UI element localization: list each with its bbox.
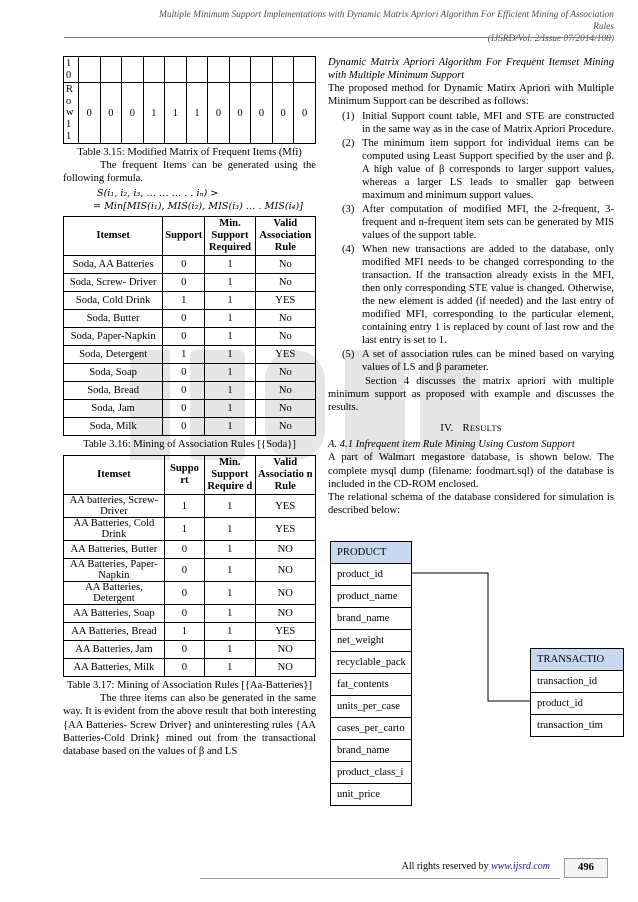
matrix-cell: 0 bbox=[79, 83, 101, 144]
header-rule bbox=[64, 37, 612, 38]
table-row bbox=[64, 659, 316, 677]
formula bbox=[93, 187, 316, 213]
column-header: Support bbox=[163, 217, 205, 256]
table-header-row bbox=[64, 456, 316, 495]
schema-field: product_name bbox=[331, 586, 411, 608]
itemset-cell: Soda, Soap bbox=[64, 364, 163, 382]
value-cell: 1 bbox=[205, 641, 255, 659]
column-header: Itemset bbox=[64, 456, 165, 495]
subsection-heading: A. 4.1 Infrequent item Rule Mining Using Custom Support bbox=[328, 439, 575, 451]
value-cell: No bbox=[255, 328, 315, 346]
matrix-cell bbox=[294, 57, 316, 83]
itemset-cell: Soda, Jam bbox=[64, 400, 163, 418]
results-rest: ESULTS bbox=[469, 423, 502, 434]
table-row bbox=[64, 518, 316, 541]
table-row bbox=[64, 274, 316, 292]
value-cell: 0 bbox=[163, 364, 205, 382]
itemset-cell: Soda, Detergent bbox=[64, 346, 163, 364]
value-cell: 1 bbox=[205, 659, 255, 677]
procedure-steps bbox=[328, 110, 614, 374]
column-header: Valid Associatio n Rule bbox=[255, 456, 316, 495]
table-row bbox=[64, 418, 316, 436]
table-3-17 bbox=[63, 455, 316, 677]
value-cell: 1 bbox=[205, 256, 255, 274]
table-3-16 bbox=[63, 216, 316, 436]
value-cell: No bbox=[255, 274, 315, 292]
itemset-cell: AA batteries, Screw-Driver bbox=[64, 495, 165, 518]
matrix-cell: 1 bbox=[186, 83, 208, 144]
itemset-cell: Soda, Cold Drink bbox=[64, 292, 163, 310]
itemset-cell: Soda, Bread bbox=[64, 382, 163, 400]
value-cell: 1 bbox=[164, 495, 204, 518]
table-3-17-caption: Table 3.17: Mining of Association Rules [{Aa-Batteries}] bbox=[66, 680, 313, 692]
matrix-cell bbox=[100, 57, 122, 83]
row-label: R o w 1 1 bbox=[64, 83, 79, 144]
table-row bbox=[64, 641, 316, 659]
matrix-cell bbox=[251, 57, 273, 83]
transaction-table-box bbox=[530, 648, 624, 737]
value-cell: 0 bbox=[164, 582, 204, 605]
matrix-cell bbox=[79, 57, 101, 83]
schema-field: recyclable_pack bbox=[331, 652, 411, 674]
value-cell: 1 bbox=[205, 310, 255, 328]
value-cell: 0 bbox=[164, 605, 204, 623]
value-cell: 1 bbox=[205, 364, 255, 382]
value-cell: 1 bbox=[163, 346, 205, 364]
table-row bbox=[64, 605, 316, 623]
schema-field: cases_per_carto bbox=[331, 718, 411, 740]
procedure-step bbox=[328, 203, 614, 242]
conclusion-paragraph: The three items can also be generated in the same way. It is evident from the above result that both interesting {AA Batteries- Screw Driver} and uninteresting rules {AA Batteries-Cold Drink} mined out from the transactional database based on the values of β and LS bbox=[63, 693, 316, 757]
table-row bbox=[64, 328, 316, 346]
table-row bbox=[64, 310, 316, 328]
value-cell: YES bbox=[255, 292, 315, 310]
schema-intro-paragraph: The relational schema of the database considered for simulation is described below: bbox=[328, 491, 614, 516]
schema-field: brand_name bbox=[331, 740, 411, 762]
step-number: (5) bbox=[342, 349, 355, 361]
matrix-cell bbox=[229, 57, 251, 83]
matrix-cell: 1 bbox=[143, 83, 165, 144]
value-cell: NO bbox=[255, 541, 316, 559]
matrix-cell bbox=[272, 57, 294, 83]
itemset-cell: Soda, Butter bbox=[64, 310, 163, 328]
schema-field: brand_name bbox=[331, 608, 411, 630]
table-header-row bbox=[64, 217, 316, 256]
running-header bbox=[150, 9, 614, 45]
value-cell: 1 bbox=[205, 559, 255, 582]
table-row bbox=[64, 623, 316, 641]
matrix-cell: 0 bbox=[122, 83, 144, 144]
results-heading bbox=[328, 422, 614, 434]
value-cell: 0 bbox=[163, 310, 205, 328]
value-cell: 1 bbox=[205, 605, 255, 623]
value-cell: 1 bbox=[164, 518, 204, 541]
step-text: The minimum item support for individual items can be computed using Least Support specified by the user and β. A high value of β corresponds to larger support values, whereas a larger LS leads to smaller gap between maximum and minimum support values. bbox=[362, 138, 614, 202]
section-heading: Dynamic Matrix Apriori Algorithm For Frequent Itemset Mining with Multiple Minimum Support bbox=[328, 57, 614, 81]
value-cell: 1 bbox=[163, 292, 205, 310]
page-footer bbox=[200, 858, 612, 880]
formula-line: = Min[MIS(i₁), MIS(i₂), MIS(i₃) … . MIS(i₄)] bbox=[93, 201, 303, 213]
itemset-cell: Soda, Screw- Driver bbox=[64, 274, 163, 292]
matrix-cell bbox=[165, 57, 187, 83]
formula-line: S(i₁, i₂, i₃, … … … . . iₙ) > bbox=[97, 188, 219, 200]
table-row bbox=[64, 400, 316, 418]
table-row bbox=[64, 256, 316, 274]
matrix-cell: 0 bbox=[100, 83, 122, 144]
value-cell: YES bbox=[255, 495, 316, 518]
value-cell: 0 bbox=[164, 541, 204, 559]
column-header: Itemset bbox=[64, 217, 163, 256]
value-cell: No bbox=[255, 400, 315, 418]
value-cell: 0 bbox=[163, 382, 205, 400]
table-3-16-caption: Table 3.16: Mining of Association Rules [{Soda}] bbox=[83, 439, 296, 451]
right-column bbox=[328, 56, 614, 517]
product-table-box bbox=[330, 541, 412, 806]
schema-field: product_id bbox=[531, 693, 623, 715]
formula-intro-paragraph: The frequent Items can be generated using the following formula. bbox=[63, 160, 316, 185]
procedure-step bbox=[328, 348, 614, 374]
matrix-cell: 0 bbox=[251, 83, 273, 144]
matrix-cell: 0 bbox=[229, 83, 251, 144]
value-cell: 1 bbox=[205, 541, 255, 559]
left-column bbox=[63, 56, 316, 758]
value-cell: 1 bbox=[205, 346, 255, 364]
step-number: (2) bbox=[342, 138, 355, 150]
value-cell: No bbox=[255, 256, 315, 274]
value-cell: 1 bbox=[205, 582, 255, 605]
table-row bbox=[64, 495, 316, 518]
matrix-cell: 1 bbox=[165, 83, 187, 144]
procedure-step bbox=[328, 243, 614, 347]
copyright-notice: All rights reserved by www.ijsrd.com bbox=[401, 861, 550, 872]
matrix-cell bbox=[208, 57, 230, 83]
table-row bbox=[64, 83, 316, 144]
schema-field: product_class_i bbox=[331, 762, 411, 784]
step-number: (1) bbox=[342, 111, 355, 123]
table-row bbox=[64, 292, 316, 310]
product-table-title: PRODUCT bbox=[331, 542, 411, 564]
value-cell: 1 bbox=[205, 328, 255, 346]
column-header: Min. Support Required bbox=[205, 217, 255, 256]
matrix-cell bbox=[186, 57, 208, 83]
value-cell: 1 bbox=[205, 495, 255, 518]
value-cell: No bbox=[255, 418, 315, 436]
schema-field: product_id bbox=[331, 564, 411, 586]
value-cell: No bbox=[255, 382, 315, 400]
matrix-cell bbox=[122, 57, 144, 83]
value-cell: 1 bbox=[205, 382, 255, 400]
modified-matrix-table bbox=[63, 56, 316, 144]
results-number: IV. bbox=[440, 422, 454, 435]
column-header: Min. Support Require d bbox=[205, 456, 255, 495]
itemset-cell: Soda, Milk bbox=[64, 418, 163, 436]
table-row bbox=[64, 541, 316, 559]
table-3-15-caption: Table 3.15: Modified Matrix of Frequent Items (Mfi) bbox=[77, 147, 302, 159]
column-header: Valid Association Rule bbox=[255, 217, 315, 256]
results-first-letter: R bbox=[462, 422, 470, 435]
header-volume: (IJSRD/Vol. 2/Issue 07/2014/108) bbox=[487, 34, 614, 44]
value-cell: YES bbox=[255, 346, 315, 364]
matrix-cell bbox=[143, 57, 165, 83]
itemset-cell: AA Batteries, Detergent bbox=[64, 582, 165, 605]
value-cell: 0 bbox=[164, 641, 204, 659]
value-cell: NO bbox=[255, 605, 316, 623]
footer-rule bbox=[200, 878, 560, 879]
itemset-cell: AA Batteries, Paper-Napkin bbox=[64, 559, 165, 582]
itemset-cell: AA Batteries, Soap bbox=[64, 605, 165, 623]
header-title: Multiple Minimum Support Implementations with Dynamic Matrix Apriori Algorithm For Efficient Mining of Association Rules bbox=[159, 10, 614, 32]
walmart-paragraph: A part of Walmart megastore database, is shown below. The complete mysql dump (filename: foodmart.sql) of the database is included in the CD-ROM enclosed. bbox=[328, 452, 614, 490]
step-number: (4) bbox=[342, 244, 355, 256]
value-cell: 1 bbox=[205, 400, 255, 418]
value-cell: No bbox=[255, 310, 315, 328]
matrix-cell: 0 bbox=[272, 83, 294, 144]
value-cell: No bbox=[255, 364, 315, 382]
step-text: A set of association rules can be mined based on varying values of LS and β parameter. bbox=[362, 349, 614, 374]
procedure-step bbox=[328, 137, 614, 202]
site-link[interactable]: www.ijsrd.com bbox=[491, 861, 550, 872]
value-cell: 0 bbox=[163, 274, 205, 292]
value-cell: YES bbox=[255, 623, 316, 641]
step-text: When new transactions are added to the database, only modified MFI needs to be changed corresponding to the transaction. If the transaction already exists in the MFI, then only corresponding STE value is changed. Otherwise, the new element is added (if needed) and the last entry of modified MFI, corresponding to the particular element, containing entry 1 is replaced by count of last row and the last entry is set to 1. bbox=[362, 244, 614, 347]
value-cell: 0 bbox=[163, 400, 205, 418]
table-row bbox=[64, 364, 316, 382]
value-cell: YES bbox=[255, 518, 316, 541]
step-number: (3) bbox=[342, 204, 355, 216]
itemset-cell: Soda, Paper-Napkin bbox=[64, 328, 163, 346]
intro-paragraph: The proposed method for Dynamic Matirx Apriori with Multiple Minimum Support can be described as follows: bbox=[328, 83, 614, 108]
procedure-step bbox=[328, 110, 614, 136]
value-cell: NO bbox=[255, 559, 316, 582]
table-row bbox=[64, 57, 316, 83]
schema-field: transaction_id bbox=[531, 671, 623, 693]
transaction-table-title: TRANSACTIO bbox=[531, 649, 623, 671]
schema-field: units_per_case bbox=[331, 696, 411, 718]
value-cell: NO bbox=[255, 659, 316, 677]
relational-schema-diagram bbox=[330, 541, 630, 801]
schema-field: net_weight bbox=[331, 630, 411, 652]
itemset-cell: AA Batteries, Bread bbox=[64, 623, 165, 641]
schema-field: transaction_tim bbox=[537, 720, 603, 731]
value-cell: 1 bbox=[205, 518, 255, 541]
matrix-cell: 0 bbox=[294, 83, 316, 144]
value-cell: 1 bbox=[164, 623, 204, 641]
itemset-cell: AA Batteries, Jam bbox=[64, 641, 165, 659]
table-row bbox=[64, 382, 316, 400]
matrix-cell: 0 bbox=[208, 83, 230, 144]
step-text: After computation of modified MFI, the 2-frequent, 3-frequent and n-frequent item sets can be generated by MIS values of the support table. bbox=[362, 204, 614, 242]
value-cell: 0 bbox=[164, 659, 204, 677]
value-cell: 0 bbox=[163, 418, 205, 436]
schema-field: fat_contents bbox=[331, 674, 411, 696]
itemset-cell: AA Batteries, Butter bbox=[64, 541, 165, 559]
section4-paragraph: Section 4 discusses the matrix apriori with multiple minimum support as proposed with example and discusses the results. bbox=[328, 376, 614, 414]
itemset-cell: AA Batteries, Cold Drink bbox=[64, 518, 165, 541]
value-cell: 0 bbox=[163, 328, 205, 346]
itemset-cell: Soda, AA Batteries bbox=[64, 256, 163, 274]
column-header: Suppo rt bbox=[164, 456, 204, 495]
value-cell: 1 bbox=[205, 292, 255, 310]
value-cell: NO bbox=[255, 582, 316, 605]
schema-field: unit_price bbox=[337, 789, 380, 800]
value-cell: 1 bbox=[205, 274, 255, 292]
table-row bbox=[64, 559, 316, 582]
step-text: Initial Support count table, MFI and STE are constructed in the same way as in the case of Matrix Apriori Procedure. bbox=[362, 111, 614, 136]
value-cell: 1 bbox=[205, 418, 255, 436]
table-row bbox=[64, 346, 316, 364]
value-cell: 0 bbox=[163, 256, 205, 274]
page-number: 496 bbox=[564, 858, 608, 878]
row-label: 1 0 bbox=[64, 57, 79, 83]
table-row bbox=[64, 582, 316, 605]
value-cell: NO bbox=[255, 641, 316, 659]
value-cell: 1 bbox=[205, 623, 255, 641]
itemset-cell: AA Batteries, Milk bbox=[64, 659, 165, 677]
value-cell: 0 bbox=[164, 559, 204, 582]
